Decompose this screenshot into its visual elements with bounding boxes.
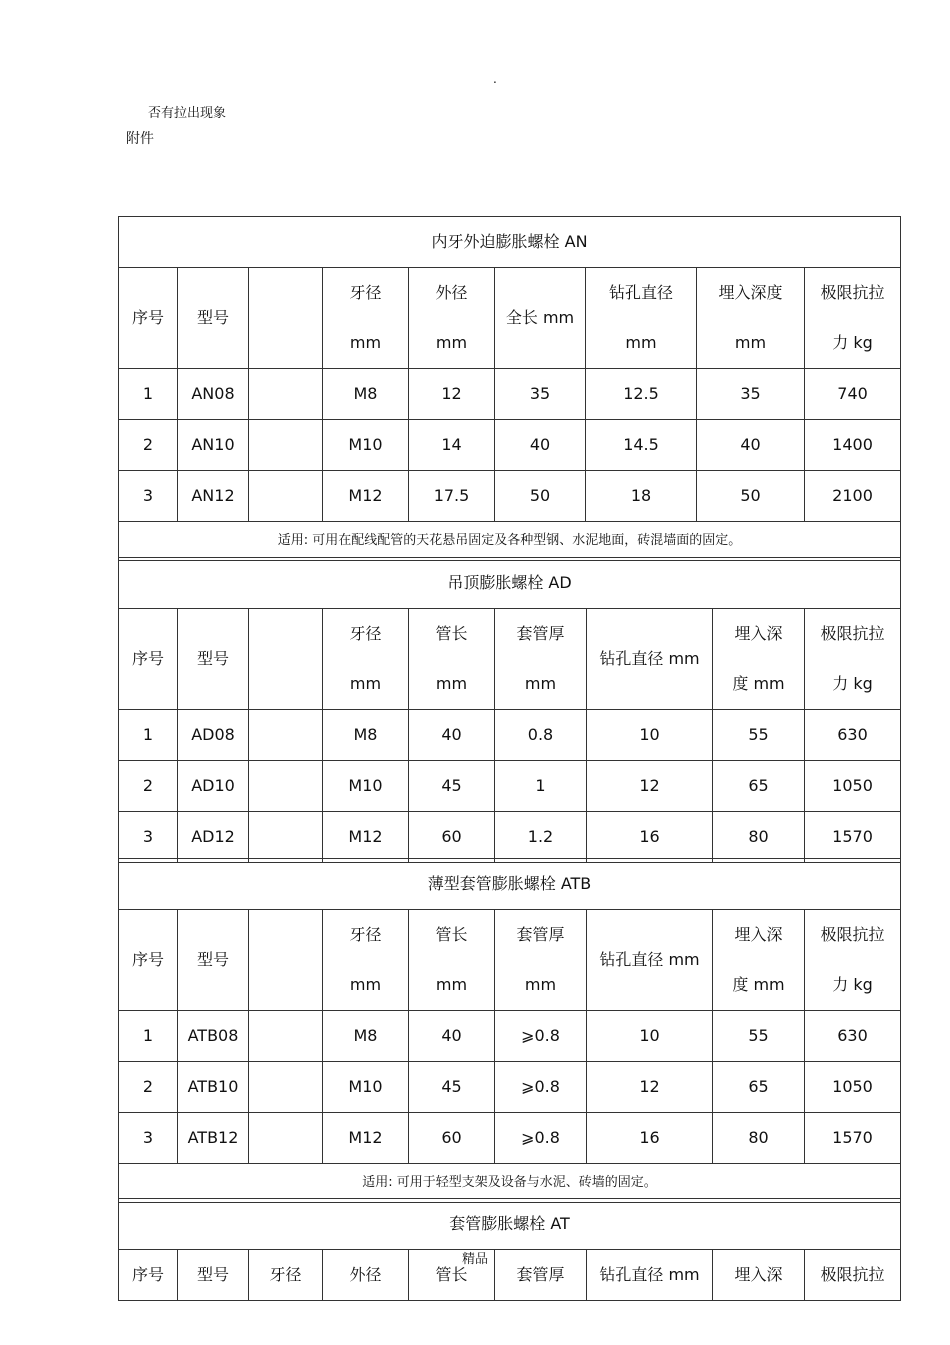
header-cell: 序号 — [119, 609, 178, 710]
cell: 1 — [119, 1011, 178, 1062]
cell: 14 — [409, 420, 495, 471]
header-cell: 牙径 — [249, 1250, 323, 1301]
cell: AN08 — [178, 369, 249, 420]
cell: 740 — [805, 369, 901, 420]
cell: 14.5 — [586, 420, 697, 471]
cell: 1400 — [805, 420, 901, 471]
cell: 630 — [805, 710, 901, 761]
cell: M12 — [323, 812, 409, 863]
header-cell: 牙径 mm — [323, 609, 409, 710]
applicable-note: 适用: 可用于轻型支架及设备与水泥、砖墙的固定。 — [119, 1164, 901, 1203]
cell: 65 — [713, 761, 805, 812]
cell: 2100 — [805, 471, 901, 522]
cell: M8 — [323, 1011, 409, 1062]
cell: 40 — [409, 710, 495, 761]
cell: M12 — [323, 471, 409, 522]
cell — [249, 812, 323, 863]
cell: M12 — [323, 1113, 409, 1164]
cell: 2 — [119, 761, 178, 812]
header-cell: 型号 — [178, 609, 249, 710]
cell: 0.8 — [495, 710, 587, 761]
cell — [249, 1011, 323, 1062]
table-ad — [118, 557, 901, 863]
cell: 17.5 — [409, 471, 495, 522]
header-cell: 套管厚 — [495, 1250, 587, 1301]
cell: 55 — [713, 710, 805, 761]
cell: 1 — [119, 710, 178, 761]
header-cell: 牙径 mm — [323, 268, 409, 369]
table-title: 套管膨胀螺栓 AT — [119, 1199, 901, 1250]
header-cell: 钻孔直径 mm — [587, 1250, 713, 1301]
cell: 80 — [713, 812, 805, 863]
cell: 3 — [119, 1113, 178, 1164]
header-cell — [249, 910, 323, 1011]
table-an — [118, 216, 901, 561]
cell: 3 — [119, 812, 178, 863]
header-row — [119, 910, 901, 1011]
header-cell — [249, 268, 323, 369]
table-row — [119, 420, 901, 471]
page-marker: . — [493, 72, 497, 86]
table-atb — [118, 858, 901, 1203]
cell: 55 — [713, 1011, 805, 1062]
cell: 12 — [587, 1062, 713, 1113]
table-row — [119, 710, 901, 761]
header-cell: 型号 — [178, 910, 249, 1011]
header-cell: 序号 — [119, 910, 178, 1011]
footer-label: 精品 — [461, 1252, 488, 1267]
cell: 12.5 — [586, 369, 697, 420]
cell: 65 — [713, 1062, 805, 1113]
header-cell: 极限抗拉 力 kg — [805, 910, 901, 1011]
header-cell: 序号 — [119, 1250, 178, 1301]
header-cell: 埋入深 度 mm — [713, 609, 805, 710]
header-cell: 钻孔直径 mm — [587, 609, 713, 710]
cell: 35 — [495, 369, 586, 420]
cell — [249, 761, 323, 812]
cell: AN10 — [178, 420, 249, 471]
header-cell: 埋入深度 mm — [697, 268, 805, 369]
cell: 10 — [587, 710, 713, 761]
header-cell: 钻孔直径 mm — [587, 910, 713, 1011]
header-cell: 钻孔直径 mm — [586, 268, 697, 369]
cell: M8 — [323, 710, 409, 761]
cell: AD08 — [178, 710, 249, 761]
cell: M10 — [323, 761, 409, 812]
cell: 1570 — [805, 1113, 901, 1164]
table-row — [119, 1011, 901, 1062]
table-title: 内牙外迫膨胀螺栓 AN — [119, 217, 901, 268]
cell: 45 — [409, 761, 495, 812]
cell: 16 — [587, 812, 713, 863]
applicable-note: 适用: 可用在配线配管的天花悬吊固定及各种型钢、水泥地面，砖混墙面的固定。 — [119, 522, 901, 561]
cell: M10 — [323, 1062, 409, 1113]
cell: 40 — [697, 420, 805, 471]
cell: 630 — [805, 1011, 901, 1062]
cell: M10 — [323, 420, 409, 471]
header-cell: 套管厚 mm — [495, 910, 587, 1011]
cell: 50 — [697, 471, 805, 522]
cell: 35 — [697, 369, 805, 420]
header-cell: 极限抗拉 — [805, 1250, 901, 1301]
cell: 1 — [495, 761, 587, 812]
header-cell: 管长 — [409, 1250, 495, 1301]
header-cell: 极限抗拉 力 kg — [805, 609, 901, 710]
cell: 40 — [495, 420, 586, 471]
header-row — [119, 609, 901, 710]
table-row — [119, 1062, 901, 1113]
header-cell: 型号 — [178, 1250, 249, 1301]
cell: 2 — [119, 420, 178, 471]
header-cell: 管长 mm — [409, 609, 495, 710]
cell — [249, 420, 323, 471]
header-row — [119, 268, 901, 369]
cell: 40 — [409, 1011, 495, 1062]
cell: AD10 — [178, 761, 249, 812]
cell: 16 — [587, 1113, 713, 1164]
header-cell — [249, 609, 323, 710]
cell: 45 — [409, 1062, 495, 1113]
table-title: 薄型套管膨胀螺栓 ATB — [119, 859, 901, 910]
cell: 12 — [409, 369, 495, 420]
header-cell: 外径 mm — [409, 268, 495, 369]
cell: 3 — [119, 471, 178, 522]
cell: 50 — [495, 471, 586, 522]
annex-heading: 附件 — [126, 131, 154, 147]
header-cell: 序号 — [119, 268, 178, 369]
header-cell: 外径 — [323, 1250, 409, 1301]
header-cell: 极限抗拉 力 kg — [805, 268, 901, 369]
table-row — [119, 369, 901, 420]
table-title: 吊顶膨胀螺栓 AD — [119, 558, 901, 609]
cell: 80 — [713, 1113, 805, 1164]
cell: 18 — [586, 471, 697, 522]
cell: 1050 — [805, 1062, 901, 1113]
cell: 10 — [587, 1011, 713, 1062]
cell: 1050 — [805, 761, 901, 812]
cell: AD12 — [178, 812, 249, 863]
cell — [249, 1062, 323, 1113]
cell: 1570 — [805, 812, 901, 863]
header-cell: 埋入深 — [713, 1250, 805, 1301]
header-cell: 套管厚 mm — [495, 609, 587, 710]
cell: M8 — [323, 369, 409, 420]
cell — [249, 471, 323, 522]
cell — [249, 369, 323, 420]
header-cell: 全长 mm — [495, 268, 586, 369]
page-note: 否有拉出现象 — [148, 106, 227, 121]
cell: 2 — [119, 1062, 178, 1113]
cell: ATB12 — [178, 1113, 249, 1164]
cell: ATB10 — [178, 1062, 249, 1113]
table-row — [119, 812, 901, 863]
table-row — [119, 471, 901, 522]
header-cell: 牙径 mm — [323, 910, 409, 1011]
cell: ⩾0.8 — [495, 1011, 587, 1062]
header-cell: 型号 — [178, 268, 249, 369]
table-row — [119, 1113, 901, 1164]
table-row — [119, 761, 901, 812]
cell: 60 — [409, 1113, 495, 1164]
cell: 1.2 — [495, 812, 587, 863]
header-cell: 管长 mm — [409, 910, 495, 1011]
cell: AN12 — [178, 471, 249, 522]
cell: ⩾0.8 — [495, 1113, 587, 1164]
cell — [249, 710, 323, 761]
cell: 60 — [409, 812, 495, 863]
cell: 12 — [587, 761, 713, 812]
cell: 1 — [119, 369, 178, 420]
cell — [249, 1113, 323, 1164]
header-cell: 埋入深 度 mm — [713, 910, 805, 1011]
cell: ATB08 — [178, 1011, 249, 1062]
cell: ⩾0.8 — [495, 1062, 587, 1113]
